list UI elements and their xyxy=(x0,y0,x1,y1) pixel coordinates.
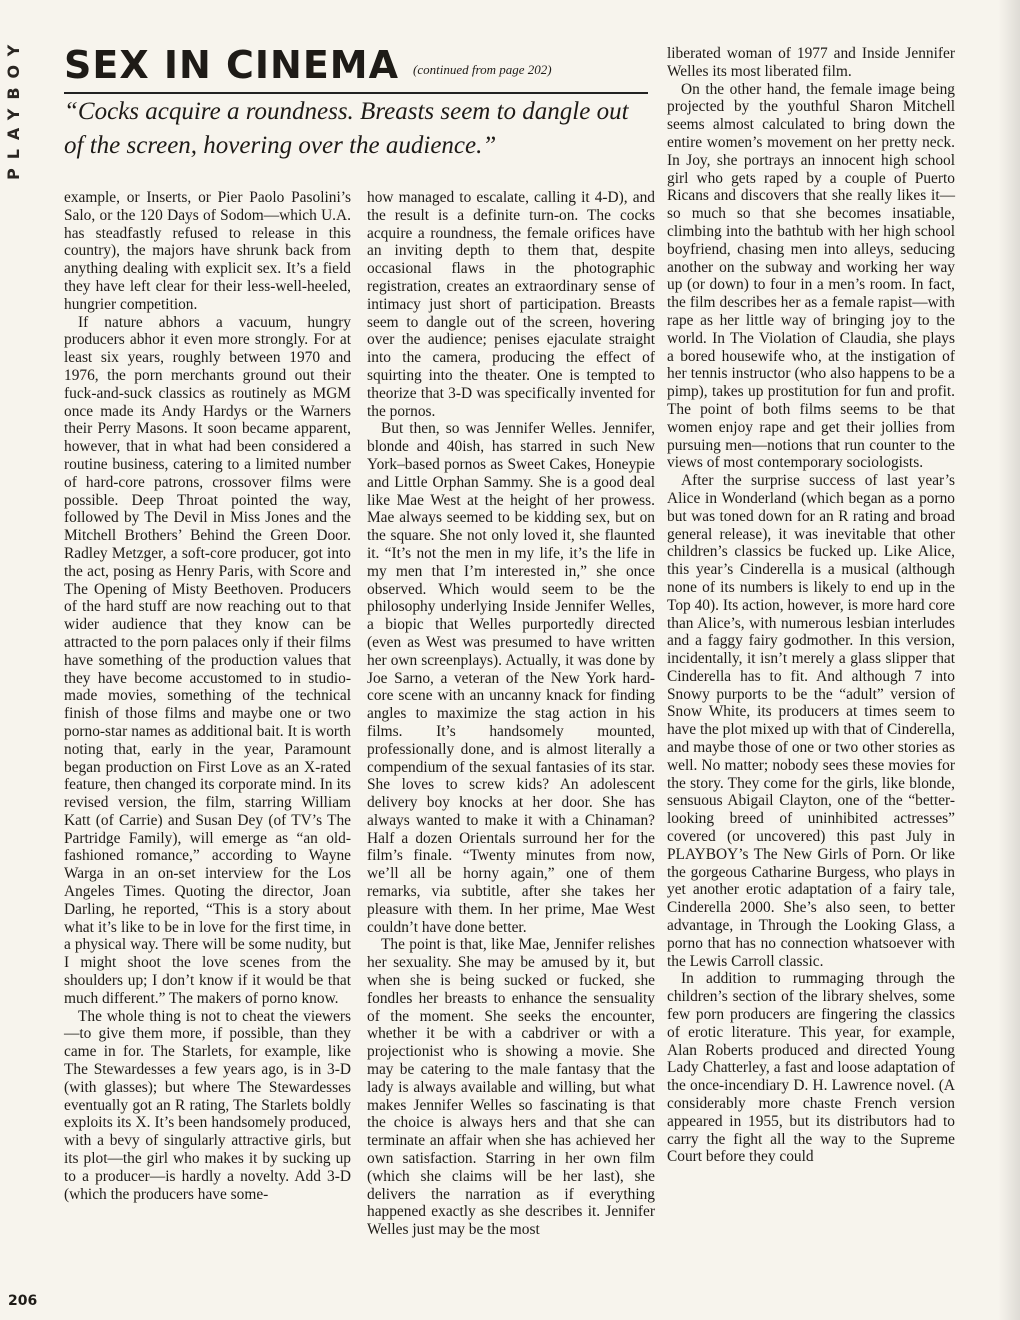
text-column-1 xyxy=(64,189,351,1297)
paragraph: But then, so was Jennifer Welles. Jennifer, blonde and 40ish, has starred in such New York–based pornos as Sweet Cakes, Honeypie and Little Orphan Sammy. She is a good deal like Mae West at the height of her prowess. Mae always seemed to be kidding sex, but on the square. She not only loved it, she flaunted it. “It’s not the men in my life, it’s the life in my men that I’m interested in,” she once observed. Which would seem to be the philosophy underlying Inside Jennifer Welles, a biopic that Welles purportedly directed (even as West was presumed to have written her own screenplays). Actually, it was done by Joe Sarno, a veteran of the New York hard-core scene with an uncanny knack for finding angles to maximize the stag action in his films. It’s handsomely mounted, professionally done, and is almost literally a compendium of the sexual fantasies of its star. She loves to screw kids? An adolescent delivery boy knocks at her door. She has always wanted to make it with a Chinaman? Half a dozen Orientals surround her for the film’s finale. “Twenty minutes from now, we’ll all be horny again,” one of them remarks, via subtitle, after she takes her pleasure with them. In her prime, Mae West couldn’t have done better. xyxy=(367,420,655,936)
paragraph: After the surprise success of last year’s Alice in Wonderland (which began as a porno but was toned down for an R rating and broad general release), it was inevitable that other children’s classics be fucked up. Like Alice, this year’s Cinderella is a musical (although none of its numbers is likely to end up in the Top 40). Its action, however, is more hard core than Alice’s, with numerous lesbian interludes and a faggy fairy godmother. In this version, incidentally, it isn’t merely a glass slipper that Cinderella has to fit. And although 7 into Snowy purports to be the “adult” version of Snow White, its producers at times seem to have the plot mixed up with that of Cinderella, and maybe those of one or two other stories as well. No matter; nobody sees these movies for the story. They come for the girls, like blonde, sensuous Abigail Clayton, one of the “better-looking breed of uninhibited actresses” covered (or uncovered) this past July in PLAYBOY’s The New Girls of Porn. Or like the gorgeous Catharine Burgess, who plays in yet another erotic adaptation of a fairy tale, Cinderella 2000. She’s also seen, to better advantage, in Through the Looking Glass, a porno that has no connection whatsoever with the Lewis Carroll classic. xyxy=(667,472,955,970)
paragraph: In addition to rummaging through the children’s section of the library shelves, some few porn producers are fingering the classics of erotic literature. This year, for example, Alan Roberts produced and directed Young Lady Chatterley, a fast and loose adaptation of the once-incendiary D. H. Lawrence novel. (A considerably more chaste French version appeared in 1955, but its distributors had to carry the fight all the way to the Supreme Court before they could xyxy=(667,970,955,1166)
paragraph: how managed to escalate, calling it 4-D), and the result is a definite turn-on. The cocks acquire a roundness, the female orifices have an inviting depth to them that, despite occasional flaws in the photographic registration, creates an extraordinary sense of intimacy just short of participation. Breasts seem to dangle out of the screen, hovering over the audience; penises ejaculate straight into the camera, producing the effect of squirting into the theater. One is tempted to theorize that 3-D was specifically invented for the pornos. xyxy=(367,189,655,420)
continued-note: (continued from page 202) xyxy=(413,62,552,77)
paragraph: liberated woman of 1977 and Inside Jennifer Welles its most liberated film. xyxy=(667,45,955,80)
paragraph: On the other hand, the female image being projected by the youthful Sharon Mitchell seems almost calculated to bring down the entire women’s movement on her pretty neck. In Joy, she portrays an innocent high school girl who gets raped by a couple of Puerto Ricans and discovers that she really likes it—so much so that she becomes insatiable, climbing into the bathtub with her high school boyfriend, chasing men into alleys, seducing another on the subway and working her way up (or down) to four in a men’s room. In fact, the film describes her as a female rapist—with rape as her little way of bringing joy to the world. In The Violation of Claudia, she plays a bored housewife who, at the instigation of her tennis instructor (who also happens to be a pimp), takes up prostitution for fun and profit. The point of both films seems to be that women enjoy rape and get their jollies from pursuing men—notions that run counter to the views of most contemporary sociologists. xyxy=(667,80,955,472)
paragraph: The point is that, like Mae, Jennifer relishes her sexuality. She may be amused by it, but when she is being sucked or fucked, she fondles her breasts to enhance the sensuality of the moment. She seeks the encounter, whether it be with a cabdriver or with a projectionist who is showing a movie. She may be catering to the male fantasy that the lady is always available and willing, but what makes Jennifer Welles so fascinating is that the choice is always hers and that she can terminate an affair when she has achieved her own satisfaction. Starring in her own film (which she claims will be her last), she delivers the narration as if everything happened exactly as she describes it. Jennifer Welles just may be the most xyxy=(367,936,655,1239)
pull-quote: “Cocks acquire a roundness. Breasts seem to dangle out of the screen, hovering over the audience.” xyxy=(64,98,629,160)
paragraph: If nature abhors a vacuum, hungry producers abhor it even more strongly. For at least six years, roughly between 1970 and 1976, the porn merchants ground out their fuck-and-suck classics as routinely as MGM once made its Andy Hardys or the Warners their Perry Masons. It soon became apparent, however, that in what had been considered a routine business, catering to a limited number of hard-core patrons, crossover films were possible. Deep Throat pointed the way, followed by The Devil in Miss Jones and the Mitchell Brothers’ Behind the Green Door. Radley Metzger, a soft-core producer, got into the act, posing as Henry Paris, with Score and The Opening of Misty Beethoven. Producers of the hard stuff are now reaching out to that wider audience that they know can be attracted to the porn palaces only if their films have something of the production values that they have become accustomed to in studio-made movies, something of the technical finish of those films and maybe one or two porno-star names as additional bait. It is worth noting that, early in the year, Paramount began production on First Love as an X-rated feature, then changed its corporate mind. In its revised version, the film, starring William Katt (of Carrie) and Susan Dey (of TV’s The Partridge Family), will emerge as “an old-fashioned romance,” according to Wayne Warga in an on-set interview for the Los Angeles Times. Quoting the director, Joan Darling, he reported, “This is a story about what it’s like to be in love for the first time, in a physical way. There will be some nudity, but I might shoot the love scenes from the shoulders up; I don’t know if it would be that much different.” The makers of porno know. xyxy=(64,313,351,1007)
paragraph: The whole thing is not to cheat the viewers—to give them more, if possible, than they came in for. The Starlets, for example, like The Stewardesses a few years ago, is in 3-D (with glasses); but where The Stewardesses eventually got an R rating, The Starlets boldly exploits its X. It’s been handsomely produced, with a bevy of singularly attractive girls, but its plot—the girl who makes it by sucking up to a producer—is hardly a novelty. Add 3-D (which the producers have some- xyxy=(64,1007,351,1203)
article-header xyxy=(64,43,648,94)
text-column-2 xyxy=(367,189,655,1297)
title-row xyxy=(64,43,648,87)
title-rule xyxy=(64,92,648,94)
paragraph: example, or Inserts, or Pier Paolo Pasolini’s Salo, or the 120 Days of Sodom—which U.A. has steadfastly refused to release in this country), the majors have shrunk back from anything dealing with explicit sex. It’s a field they have left clear for their less-well-heeled, hungrier competition. xyxy=(64,189,351,313)
page-edge-shadow xyxy=(998,0,1020,1320)
article-title: SEX IN CINEMA xyxy=(64,43,400,87)
magazine-running-head: PLAYBOY xyxy=(4,35,23,180)
page-number: 206 xyxy=(8,1293,38,1309)
text-column-3 xyxy=(667,45,955,1297)
